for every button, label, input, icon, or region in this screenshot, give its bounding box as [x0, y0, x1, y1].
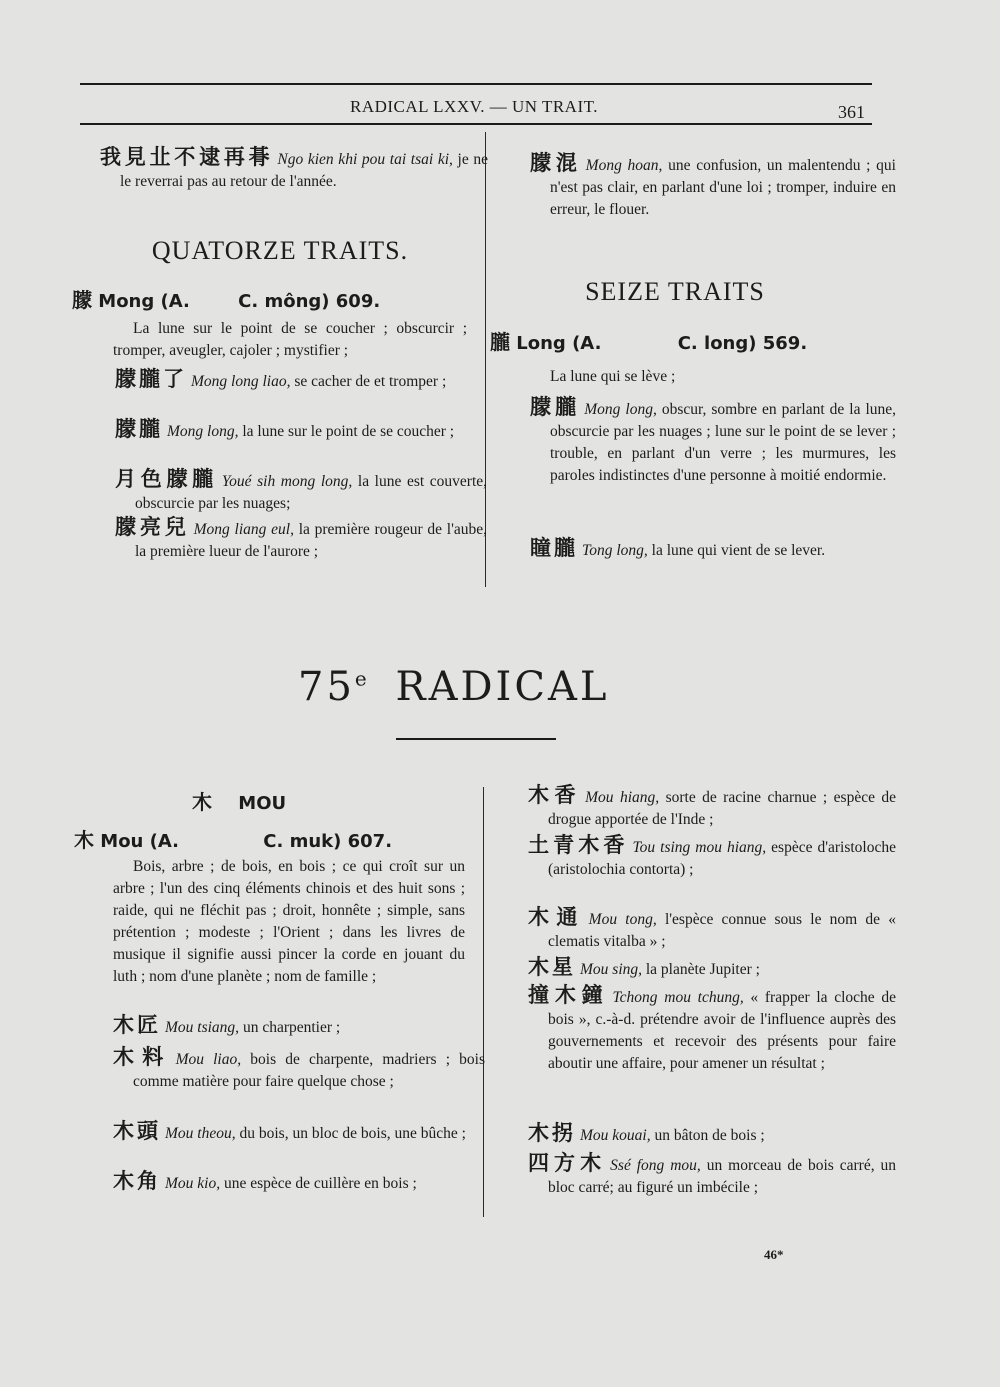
compound-mou-sing	[528, 956, 896, 981]
mong-definition: La lune sur le point de se coucher ; obscurcir ; tromper, aveugler, cajoler ; mystifier ;	[113, 320, 467, 359]
definition: une confusion, un malentendu ; qui n'est pas clair, en parlant d'une loi ; tromper, induire en erreur, le flouer.	[550, 157, 896, 218]
romanization: Ssé fong mou,	[610, 1157, 701, 1174]
definition: bois de charpente, madriers ; bois comme matière pour faire quelque chose ;	[133, 1051, 486, 1090]
sub-heading-label: MOU	[238, 793, 287, 814]
definition: du bois, un bloc de bois, une bûche ;	[235, 1125, 466, 1142]
definition: « frapper la cloche de bois », c.-à-d. prétendre avoir de l'influence auprès des gouvernements et recevoir des présents pour faire aboutir une affaire, pour amener un résultat ;	[548, 989, 896, 1072]
radical-word: RADICAL	[395, 664, 610, 710]
chinese-phrase: 木香	[528, 783, 582, 807]
compound-mou-liao	[113, 1046, 485, 1093]
chinese-phrase: 土青木香	[528, 833, 629, 857]
romanization: Mou hiang,	[585, 789, 660, 806]
compound-mou-tong	[528, 906, 896, 953]
definition: sorte de racine charnue ; espèce de drogue apportée de l'Inde ;	[548, 789, 897, 828]
definition: l'espèce connue sous le nom de « clematis vitalba » ;	[548, 911, 897, 950]
romanization: Mou sing,	[580, 961, 642, 978]
definition: un morceau de bois carré, un bloc carré; au figuré un imbécile ;	[548, 1157, 896, 1196]
compound-mong-long-liao	[115, 368, 487, 393]
section-heading-seize-traits: SEIZE TRAITS	[585, 277, 765, 306]
chinese-phrase: 月色朦朧	[115, 467, 218, 491]
romanization: Mong long,	[584, 401, 657, 418]
head-character-mou	[74, 824, 474, 853]
definition: la planète Jupiter ;	[642, 961, 760, 978]
head-mandarin: Mong (A.	[98, 291, 190, 312]
romanization: Tong long,	[582, 542, 648, 559]
section-title-underline	[396, 738, 556, 740]
definition: la lune est couverte, obscurcie par les nuages;	[135, 473, 488, 512]
compound-mou-theou	[113, 1120, 485, 1145]
compound-mou-tsiang	[113, 1014, 485, 1039]
head-cantonese: C. muk) 607.	[263, 831, 393, 852]
chinese-phrase: 四方木	[528, 1151, 607, 1175]
section-heading-quatorze-traits: QUATORZE TRAITS.	[151, 236, 409, 265]
head-character-glyph: 朧	[490, 330, 510, 354]
chinese-phrase: 木料	[113, 1045, 172, 1069]
romanization: Mou kio,	[165, 1175, 221, 1192]
head-cantonese: C. mông) 609.	[238, 291, 381, 312]
romanization: Mong long,	[167, 423, 239, 440]
romanization: Tou tsing mou hiang,	[632, 839, 767, 856]
compound-youe-sih-mong-long	[115, 468, 487, 515]
chinese-phrase: 木拐	[528, 1121, 576, 1145]
definition: la lune sur le point de se coucher ;	[238, 423, 455, 440]
right-entry-mong-hoan	[530, 152, 896, 221]
romanization: Tchong mou tchung,	[612, 989, 744, 1006]
running-header-title: RADICAL LXXV. — UN TRAIT.	[350, 97, 598, 116]
chinese-phrase: 朦朧了	[115, 367, 187, 391]
romanization: Mou liao,	[175, 1051, 242, 1068]
chinese-phrase: 朦混	[530, 151, 582, 175]
romanization: Ngo kien khi pou tai tsai ki,	[277, 151, 453, 168]
chinese-phrase: 朦朧	[530, 395, 581, 419]
chinese-phrase: 我見㐀不逮再朞	[100, 145, 274, 169]
definition: la lune qui vient de se lever.	[647, 542, 826, 559]
compound-mong-liang-eul	[115, 516, 487, 563]
romanization: Mou tsiang,	[165, 1019, 240, 1036]
sub-heading-mou	[192, 786, 286, 815]
compound-tong-long	[530, 537, 896, 562]
head-mandarin: Long (A.	[516, 333, 602, 354]
definition: obscur, sombre en parlant de la lune, obscurcie par les nuages ; lune sur le point de se lever ; trouble, en parlant d'un verre ; les murmures, les paroles indistinctes d'une personne à moitié endormie.	[550, 401, 897, 484]
definition: la première rougeur de l'aube, la première lueur de l'aurore ;	[135, 521, 488, 560]
printer-signature: 46*	[764, 1247, 784, 1262]
head-character-mong	[72, 284, 472, 313]
bottom-column-divider	[483, 787, 484, 1217]
compound-sse-fong-mou	[528, 1152, 896, 1199]
chinese-phrase: 木通	[528, 905, 585, 929]
compound-mou-kouai	[528, 1122, 896, 1147]
romanization: Mong long liao,	[191, 373, 291, 390]
romanization: Mou theou,	[165, 1125, 236, 1142]
definition: se cacher de et tromper ;	[290, 373, 447, 390]
compound-mong-long-right	[530, 396, 896, 487]
head-cantonese: C. long) 569.	[677, 333, 808, 354]
compound-tou-tsing-mou-hiang	[528, 834, 896, 881]
compound-mou-kio	[113, 1170, 485, 1195]
romanization: Mong liang eul,	[193, 521, 294, 538]
chinese-phrase: 朦亮兒	[115, 515, 190, 539]
chinese-phrase: 撞木鐘	[528, 983, 609, 1007]
header-bottom-rule	[80, 123, 872, 125]
head-character-glyph: 朦	[72, 288, 92, 312]
romanization: Mou tong,	[588, 911, 657, 928]
definition: un charpentier ;	[239, 1019, 341, 1036]
chinese-phrase: 木頭	[113, 1119, 161, 1143]
definition: espèce d'aristoloche (aristolochia contorta) ;	[548, 839, 896, 878]
head-character-long	[490, 326, 880, 355]
head-mandarin: Mou (A.	[100, 831, 179, 852]
left-entry-ngo-kien	[100, 146, 488, 193]
header-top-rule	[80, 83, 872, 85]
page-number: 361	[838, 102, 865, 122]
romanization: Mou kouai,	[580, 1127, 651, 1144]
compound-mong-long	[115, 418, 487, 443]
head-character-glyph: 木	[74, 828, 94, 852]
chinese-phrase: 瞳朧	[530, 536, 578, 560]
compound-tchong-mou-tchung	[528, 984, 896, 1075]
definition: une espèce de cuillère en bois ;	[220, 1175, 417, 1192]
definition: un bâton de bois ;	[650, 1127, 765, 1144]
chinese-phrase: 木匠	[113, 1013, 161, 1037]
chinese-phrase: 木星	[528, 955, 576, 979]
chinese-phrase: 木角	[113, 1169, 161, 1193]
chinese-phrase: 朦朧	[115, 417, 163, 441]
radical-number: 75	[298, 664, 355, 710]
ordinal-suffix: e	[354, 666, 370, 691]
radical-section-title	[298, 664, 609, 710]
sub-heading-glyph: 木	[192, 790, 212, 814]
mou-definition: Bois, arbre ; de bois, en bois ; ce qui croît sur un arbre ; l'un des cinq éléments chinois et des huit sons ; raide, qui ne fléchit pas ; droit, honnête ; simple, sans prétention ; modeste ; l'Orient ; dans les livres de musique il signifie aussi pincer la corde en jouant du luth ; nom d'une planète ; nom de famille ;	[113, 858, 465, 985]
compound-mou-hiang	[528, 784, 896, 831]
long-definition: La lune qui se lève ;	[550, 368, 676, 385]
romanization: Youé sih mong long,	[221, 473, 353, 490]
romanization: Mong hoan,	[585, 157, 663, 174]
definition: je ne le reverrai pas au retour de l'année.	[120, 151, 488, 190]
